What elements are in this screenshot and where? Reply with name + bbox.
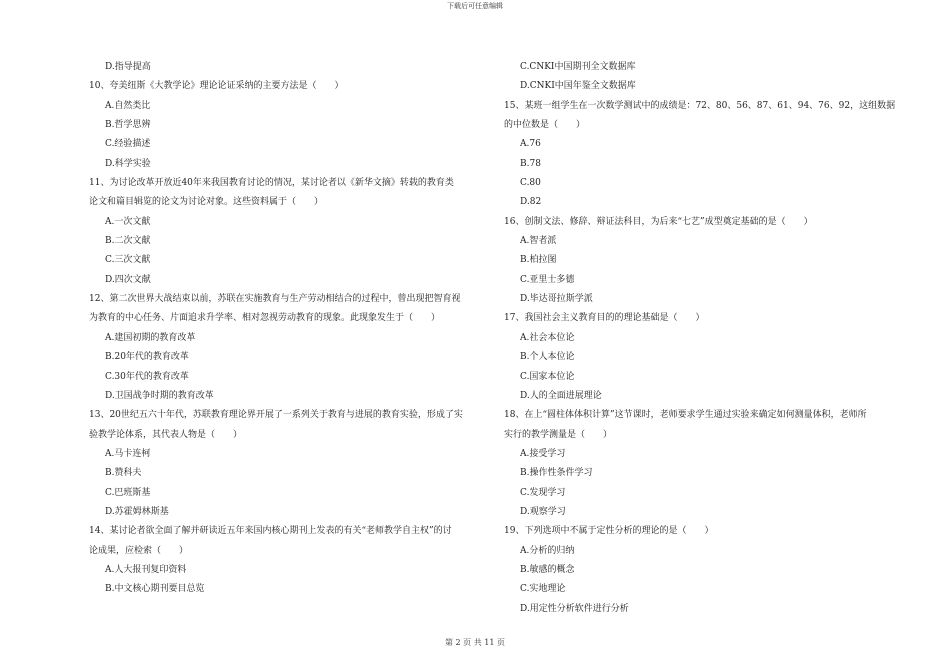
question-text: 13、20世纪五六十年代，苏联教育理论界开展了一系列关于教育与进展的教育实验，形成了实 bbox=[89, 410, 463, 421]
answer-option: D.科学实验 bbox=[105, 158, 151, 169]
answer-option: B.赞科夫 bbox=[105, 468, 142, 479]
question-text: 19、下列选项中不属于定性分析的理论的是（ ） bbox=[504, 526, 714, 537]
question-text: 17、我国社会主义教育目的的理论基础是（ ） bbox=[504, 313, 705, 324]
answer-option: C.发现学习 bbox=[520, 487, 566, 498]
answer-option: A.建国初期的教育改革 bbox=[105, 332, 196, 343]
question-text: 为教育的中心任务、片面追求升学率、相对忽视劳动教育的现象。此现象发生于（ ） bbox=[89, 313, 441, 324]
answer-option: A.76 bbox=[520, 139, 541, 150]
answer-option: A.接受学习 bbox=[520, 448, 566, 459]
answer-option: D.卫国战争时期的教育改革 bbox=[105, 390, 214, 401]
question-text: 14、某讨论者欲全面了解并研读近五年来国内核心期刊上发表的有关“老师教学自主权”的讨 bbox=[89, 526, 452, 537]
answer-option: C.巴班斯基 bbox=[105, 487, 151, 498]
answer-option: C.经验描述 bbox=[105, 139, 151, 150]
answer-option: D.观察学习 bbox=[520, 506, 566, 517]
answer-option: B.哲学思辨 bbox=[105, 120, 151, 131]
answer-option: A.马卡连柯 bbox=[105, 448, 151, 459]
answer-option: B.个人本位论 bbox=[520, 352, 575, 363]
header-note: 下载后可任意编辑 bbox=[447, 2, 503, 10]
answer-option: D.毕达哥拉斯学派 bbox=[520, 294, 593, 305]
question-text: 的中位数是（ ） bbox=[504, 120, 586, 131]
answer-option: C.三次文献 bbox=[105, 255, 151, 266]
answer-option: A.社会本位论 bbox=[520, 332, 575, 343]
answer-option: D.指导提高 bbox=[105, 62, 151, 72]
answer-option: B.柏拉图 bbox=[520, 255, 557, 266]
answer-option: C.CNKI中国期刊全文数据库 bbox=[520, 62, 636, 72]
answer-option: B.中文核心期刊要目总览 bbox=[105, 584, 205, 595]
question-text: 18、在上“圆柱体体积计算”这节课时，老师要求学生通过实验来确定如何测量体积，老师所 bbox=[504, 410, 867, 421]
answer-option: C.80 bbox=[520, 178, 541, 189]
answer-option: D.CNKI中国年鉴全文数据库 bbox=[520, 81, 636, 92]
answer-option: C.30年代的教育改革 bbox=[105, 371, 189, 382]
question-text: 论成果，应检索（ ） bbox=[89, 545, 189, 556]
question-text: 12、第二次世界大战结束以前，苏联在实施教育与生产劳动相结合的过程中，曾出现把智育视 bbox=[89, 294, 461, 305]
question-text: 论文和篇目辑览的论文为讨论对象。这些资料属于（ ） bbox=[89, 197, 324, 208]
answer-option: D.四次文献 bbox=[105, 274, 151, 285]
question-text: 实行的教学测量是（ ） bbox=[504, 429, 613, 440]
page-footer: 第 2 页 共 11 页 bbox=[445, 638, 505, 647]
question-text: 11、为讨论改革开放近40年来我国教育讨论的情况，某讨论者以《新华文摘》转载的教育类 bbox=[89, 178, 454, 189]
left-column bbox=[89, 58, 489, 600]
answer-option: A.分析的归纳 bbox=[520, 545, 575, 556]
answer-option: B.20年代的教育改革 bbox=[105, 352, 189, 363]
answer-option: A.一次文献 bbox=[105, 216, 151, 227]
answer-option: B.78 bbox=[520, 158, 541, 169]
answer-option: A.自然类比 bbox=[105, 100, 151, 111]
answer-option: C.实地理论 bbox=[520, 584, 566, 595]
question-text: 10、夸美纽斯《大教学论》理论论证采纳的主要方法是（ ） bbox=[89, 81, 344, 92]
answer-option: A.智者派 bbox=[520, 236, 557, 247]
answer-option: B.敏感的概念 bbox=[520, 564, 575, 575]
answer-option: D.人的全面进展理论 bbox=[520, 390, 602, 401]
answer-option: B.二次文献 bbox=[105, 236, 151, 247]
answer-option: C.国家本位论 bbox=[520, 371, 575, 382]
question-text: 16、创制文法、修辞、辩证法科目，为后来“七艺”成型奠定基础的是（ ） bbox=[504, 216, 813, 227]
answer-option: B.操作性条件学习 bbox=[520, 468, 593, 479]
answer-option: D.用定性分析软件进行分析 bbox=[520, 603, 629, 614]
answer-option: A.人大报刊复印资料 bbox=[105, 564, 187, 575]
right-column bbox=[504, 58, 904, 619]
question-text: 15、某班一组学生在一次数学测试中的成绩是：72、80、56、87、61、94、76、92，这组数据 bbox=[504, 100, 896, 111]
answer-option: D.苏霍姆林斯基 bbox=[105, 506, 169, 517]
question-text: 验教学论体系，其代表人物是（ ） bbox=[89, 429, 243, 440]
answer-option: D.82 bbox=[520, 197, 542, 208]
answer-option: C.亚里士多德 bbox=[520, 274, 575, 285]
